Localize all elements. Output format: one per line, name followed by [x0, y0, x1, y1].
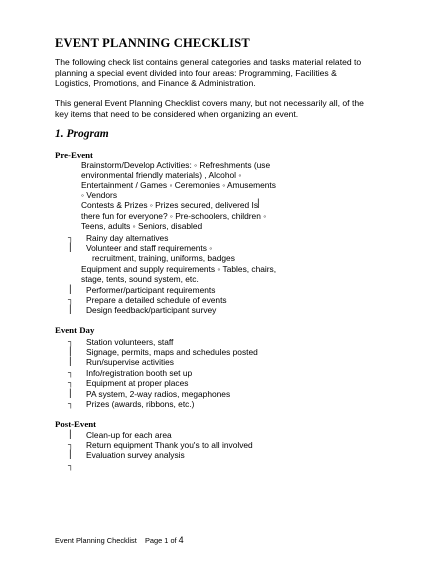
- page-footer: [55, 535, 184, 545]
- list-item: there fun for everyone? ◦ Pre-schoolers, children ◦: [81, 211, 267, 221]
- list-item: Run/supervise activities: [86, 357, 174, 367]
- list-item: Contests & Prizes ◦ Prizes secured, delivered Is: [81, 200, 259, 210]
- list-item: Signage, permits, maps and schedules posted: [86, 347, 258, 357]
- checkbox-glyph: ▏: [70, 357, 77, 366]
- checkbox-glyph: ▏: [70, 243, 77, 252]
- checkbox-glyph: ┐: [68, 295, 74, 304]
- checkbox-glyph: ┐: [68, 337, 74, 346]
- checkbox-glyph: ┐: [68, 368, 74, 377]
- checkbox-glyph: ┐: [68, 233, 74, 242]
- list-item: stage, tents, sound system, etc.: [81, 274, 199, 284]
- list-item: Station volunteers, staff: [86, 337, 174, 347]
- event-day-heading: Event Day: [55, 325, 95, 335]
- checkbox-glyph: ▏: [70, 430, 77, 439]
- footer-page-total: 4: [178, 535, 184, 545]
- checkbox-glyph: ┐: [68, 461, 74, 470]
- list-item: ◦ Vendors: [81, 190, 118, 200]
- document-title: EVENT PLANNING CHECKLIST: [55, 36, 250, 50]
- checkbox-glyph: ▏: [70, 305, 77, 314]
- list-item: Teens, adults ◦ Seniors, disabled: [81, 221, 203, 231]
- list-item: Evaluation survey analysis: [86, 450, 185, 460]
- list-item: Equipment at proper places: [86, 378, 189, 388]
- intro-paragraph-2: This general Event Planning Checklist covers many, but not necessarily all, of the key items that need to be considered when organizing an event.: [55, 98, 364, 119]
- checkbox-glyph: ┐: [68, 378, 74, 387]
- list-item: Return equipment Thank you's to all involved: [86, 440, 253, 450]
- checkbox-glyph: ┐: [68, 440, 74, 449]
- list-item: Brainstorm/Develop Activities: ◦ Refreshments (use: [81, 160, 271, 170]
- list-item: Performer/participant requirements: [86, 285, 216, 295]
- checkbox-glyph: ┐: [68, 399, 74, 408]
- list-item: Info/registration booth set up: [86, 368, 193, 378]
- list-item: Equipment and supply requirements ◦ Tables, chairs,: [81, 264, 277, 274]
- checkbox-glyph: ▏: [70, 389, 77, 398]
- list-item: recruitment, training, uniforms, badges: [92, 253, 235, 263]
- intro-paragraph-1: The following check list contains general categories and tasks material related to planning a special event divided into four areas: Programming, Facilities & Logistics, Promotions, and Finance & Administration.: [55, 57, 362, 89]
- list-item: Prizes (awards, ribbons, etc.): [86, 399, 195, 409]
- checkbox-glyph: ▏: [258, 199, 265, 208]
- list-item: Clean-up for each area: [86, 430, 172, 440]
- checkbox-glyph: ▏: [70, 450, 77, 459]
- list-item: Prepare a detailed schedule of events: [86, 295, 227, 305]
- checkbox-glyph: ▏: [70, 285, 77, 294]
- list-item: Volunteer and staff requirements ◦: [86, 243, 213, 253]
- list-item: Design feedback/participant survey: [86, 305, 217, 315]
- list-item: environmental friendly materials) , Alcohol ◦: [81, 170, 242, 180]
- list-item: Entertainment / Games ◦ Ceremonies ◦ Amusements: [81, 180, 276, 190]
- section-heading-program: 1. Program: [55, 128, 109, 140]
- list-item: Rainy day alternatives: [86, 233, 169, 243]
- footer-label: Event Planning Checklist Page 1 of: [55, 536, 179, 545]
- checkbox-glyph: ▏: [70, 347, 77, 356]
- pre-event-heading: Pre-Event: [55, 150, 93, 160]
- post-event-heading: Post-Event: [55, 419, 97, 429]
- list-item: PA system, 2-way radios, megaphones: [86, 389, 231, 399]
